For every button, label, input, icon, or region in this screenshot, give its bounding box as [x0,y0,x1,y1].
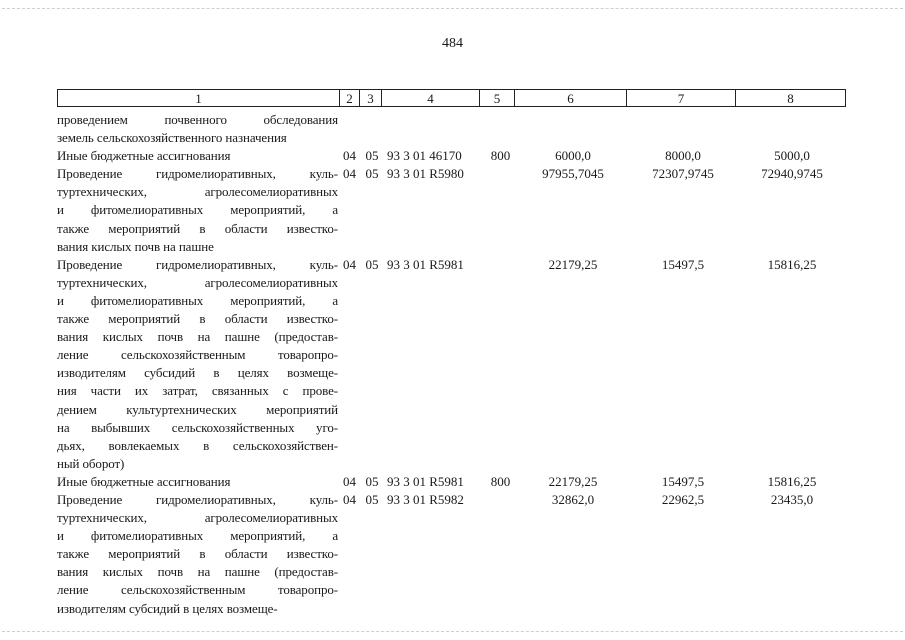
row-name-line: Проведение гидромелиоративных, куль- [57,256,338,272]
row-cell-c7: 8000,0 [665,148,701,164]
row-name-line: изводителям субсидий в целях возмеще- [57,600,278,616]
header-col-4: 4 [382,90,480,106]
row-cell-c2: 04 [343,491,356,507]
row-name [57,147,338,165]
row-name-line: также мероприятий в области известко- [57,311,338,327]
header-col-2: 2 [340,90,360,106]
row-name [57,473,338,491]
row-name-line: также мероприятий в области известко- [57,546,338,562]
row-name [57,491,338,618]
header-col-8: 8 [787,91,794,106]
row-name-line: и фитомелиоративных мероприятий, а [57,202,338,218]
row-cell-c8: 5000,0 [774,148,810,164]
row-name-line: туртехнических, агролесомелиоративных [57,274,338,290]
page-number: 484 [442,36,463,51]
row-cell-c4: 93 3 01 R5980 [387,166,464,182]
row-cell-c4: 93 3 01 R5982 [387,491,464,507]
row-cell-c5: 800 [490,148,511,164]
row-cell-c4: 93 3 01 R5981 [387,473,464,489]
row-cell-c6: 6000,0 [555,148,591,164]
row-cell-c8: 23435,0 [770,491,814,507]
row-name-line: Иные бюджетные ассигнования [57,473,231,489]
row-name-line: проведением почвенного обследования [57,112,338,127]
row-cell-c7: 22962,5 [661,491,705,507]
row-cell-c2: 04 [343,166,356,182]
row-cell-c3: 05 [365,148,379,164]
row-cell-c4: 93 3 01 R5981 [387,256,464,272]
row-cell-c3: 05 [365,491,379,507]
row-name-line: также мероприятий в области известко- [57,220,338,236]
row-name-line: Проведение гидромелиоративных, куль- [57,166,338,182]
row-name-line: земель сельскохозяйственного назначения [57,130,287,146]
row-name-line: туртехнических, агролесомелиоративных [57,510,338,526]
row-cell-c6: 22179,25 [548,473,598,489]
table-row [57,165,846,255]
row-cell-c2: 04 [343,473,356,489]
table-row [57,491,846,618]
row-name-line: на выбывших сельскохозяйственных уго- [57,419,338,435]
header-col-6: 6 [515,90,627,106]
row-name-line: Иные бюджетные ассигнования [57,148,231,164]
row-cell-c3: 05 [365,166,379,182]
row-cell-c8: 72940,9745 [761,166,823,182]
row-cell-c3: 05 [365,256,379,272]
row-name-line: туртехнических, агролесомелиоративных [57,184,338,200]
row-name-line: ный оборот) [57,455,125,471]
row-name-line: и фитомелиоративных мероприятий, а [57,528,338,544]
row-cell-c7: 15497,5 [661,473,705,489]
table-row [57,256,846,473]
row-name-line: вания кислых почв на пашне (предостав- [57,329,338,345]
row-name-line: и фитомелиоративных мероприятий, а [57,292,338,308]
row-cell-c6: 22179,25 [548,256,598,272]
row-cell-c6: 32862,0 [551,491,595,507]
row-cell-c5: 800 [490,473,511,489]
header-col-7: 7 [627,90,736,106]
row-cell-c2: 04 [343,256,356,272]
table-row [57,111,846,147]
row-cell-c8: 15816,25 [767,473,817,489]
header-col-1: 1 [58,90,340,106]
row-name-line: ление сельскохозяйственным товаропро- [57,582,338,598]
table-row [57,147,846,165]
row-name [57,256,338,473]
row-cell-c2: 04 [343,148,356,164]
row-cell-c4: 93 3 01 46170 [387,148,462,164]
row-cell-c3: 05 [365,473,379,489]
table-header [57,89,846,107]
row-name-line: дением культуртехнических мероприятий [57,401,338,417]
table-row [57,473,846,491]
row-name-line: вания кислых почв на пашне [57,238,214,254]
row-cell-c8: 15816,25 [767,256,817,272]
row-name-line: изводителям субсидий в целях возмеще- [57,365,338,381]
row-name [57,165,338,255]
row-name-line: вания кислых почв на пашне (предостав- [57,564,338,580]
row-name-line: дьях, вовлекаемых в сельскохозяйствен- [57,437,338,453]
table-body [57,111,846,618]
row-name-line: ния части их затрат, связанных с прове- [57,383,338,399]
header-col-3: 3 [360,90,382,106]
row-name-line: Проведение гидромелиоративных, куль- [57,491,338,507]
row-name-line: ление сельскохозяйственным товаропро- [57,347,338,363]
row-cell-c7: 72307,9745 [652,166,714,182]
row-cell-c6: 97955,7045 [542,166,604,182]
row-cell-c7: 15497,5 [661,256,705,272]
header-col-5: 5 [480,90,515,106]
row-name [57,111,338,147]
